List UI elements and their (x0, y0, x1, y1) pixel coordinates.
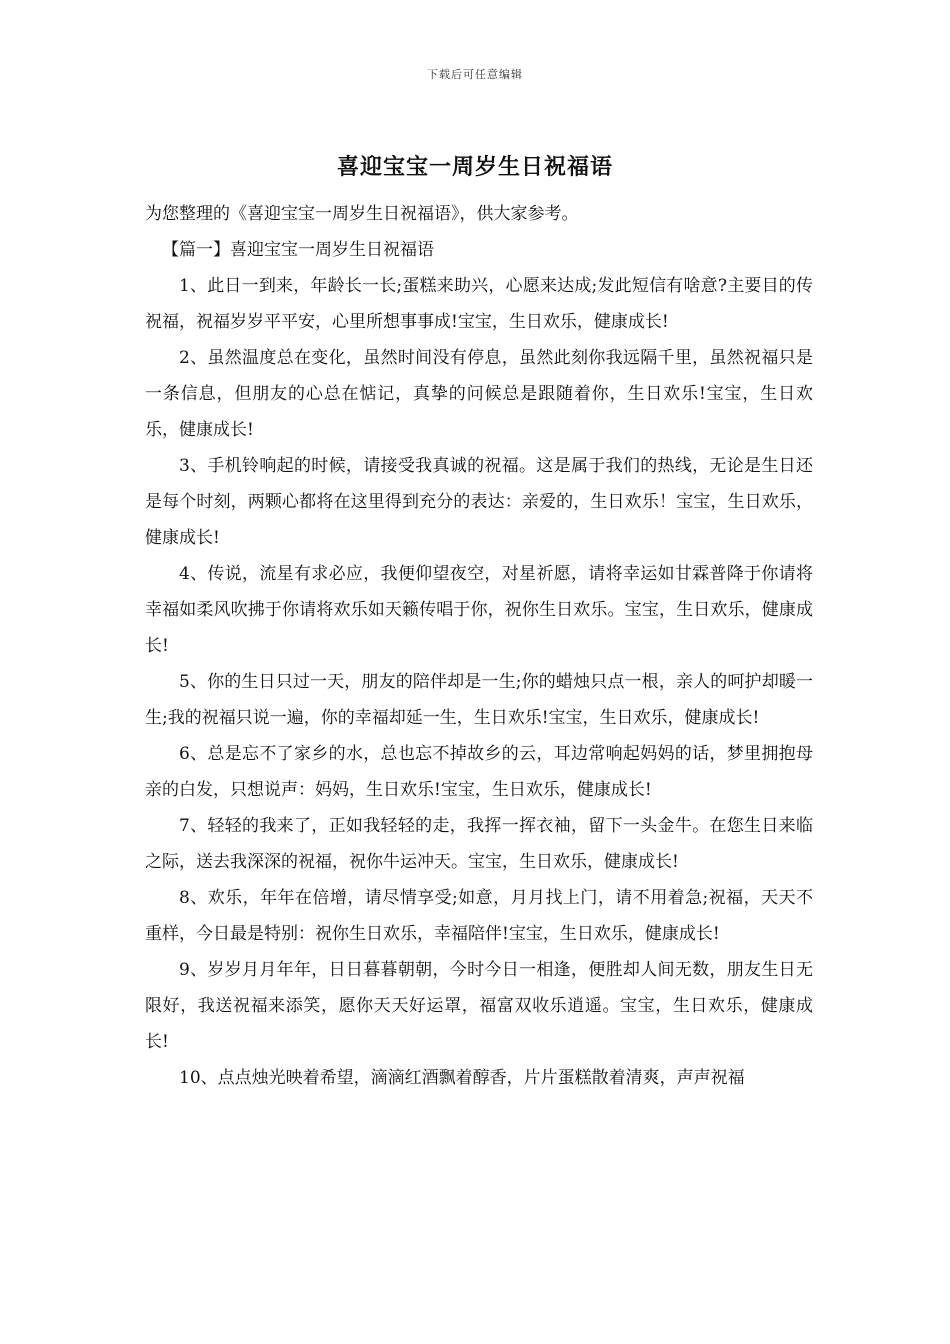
wish-item-10: 10、点点烛光映着希望，滴滴红酒飘着醇香，片片蛋糕散着清爽，声声祝福 (179, 1068, 745, 1088)
wish-item-3: 3、手机铃响起的时候，请接受我真诚的祝福。这是属于我们的热线，无论是生日还是每个时刻，两颗心都将在这里得到充分的表达：亲爱的，生日欢乐！宝宝，生日欢乐，健康成长! (145, 456, 813, 548)
wish-item-8: 8、欢乐，年年在倍增，请尽情享受;如意，月月找上门，请不用着急;祝福，天天不重样，今日最是特别：祝你生日欢乐，幸福陪伴!宝宝，生日欢乐，健康成长! (145, 888, 813, 944)
wish-item-1: 1、此日一到来，年龄长一长;蛋糕来助兴，心愿来达成;发此短信有啥意?主要目的传祝福，祝福岁岁平平安，心里所想事事成!宝宝，生日欢乐，健康成长! (145, 276, 813, 332)
wish-item-7: 7、轻轻的我来了，正如我轻轻的走，我挥一挥衣袖，留下一头金牛。在您生日来临之际，送去我深深的祝福，祝你牛运冲天。宝宝，生日欢乐，健康成长! (145, 816, 813, 872)
header-note: 下载后可任意编辑 (427, 68, 523, 81)
wish-item-5: 5、你的生日只过一天，朋友的陪伴却是一生;你的蜡烛只点一根，亲人的呵护却暖一生;我的祝福只说一遍，你的幸福却延一生，生日欢乐!宝宝，生日欢乐，健康成长! (145, 672, 813, 728)
wish-item-9: 9、岁岁月月年年，日日暮暮朝朝，今时今日一相逢，便胜却人间无数，朋友生日无限好，我送祝福来添笑，愿你天天好运罩，福富双收乐逍遥。宝宝，生日欢乐，健康成长! (145, 960, 813, 1052)
intro-paragraph: 为您整理的《喜迎宝宝一周岁生日祝福语》，供大家参考。 (145, 204, 579, 224)
wish-item-4: 4、传说，流星有求必应，我便仰望夜空，对星祈愿，请将幸运如甘霖普降于你请将幸福如柔风吹拂于你请将欢乐如天籁传唱于你，祝你生日欢乐。宝宝，生日欢乐，健康成长! (145, 564, 813, 656)
section-heading: 【篇一】喜迎宝宝一周岁生日祝福语 (162, 240, 434, 260)
wish-item-2: 2、虽然温度总在变化，虽然时间没有停息，虽然此刻你我远隔千里，虽然祝福只是一条信息，但朋友的心总在惦记，真挚的问候总是跟随着你，生日欢乐!宝宝，生日欢乐，健康成长! (145, 348, 813, 440)
document-body (145, 196, 813, 1096)
document-title: 喜迎宝宝一周岁生日祝福语 (336, 154, 613, 180)
wish-item-6: 6、总是忘不了家乡的水，总也忘不掉故乡的云，耳边常响起妈妈的话，梦里拥抱母亲的白发，只想说声：妈妈，生日欢乐!宝宝，生日欢乐，健康成长! (145, 744, 813, 800)
